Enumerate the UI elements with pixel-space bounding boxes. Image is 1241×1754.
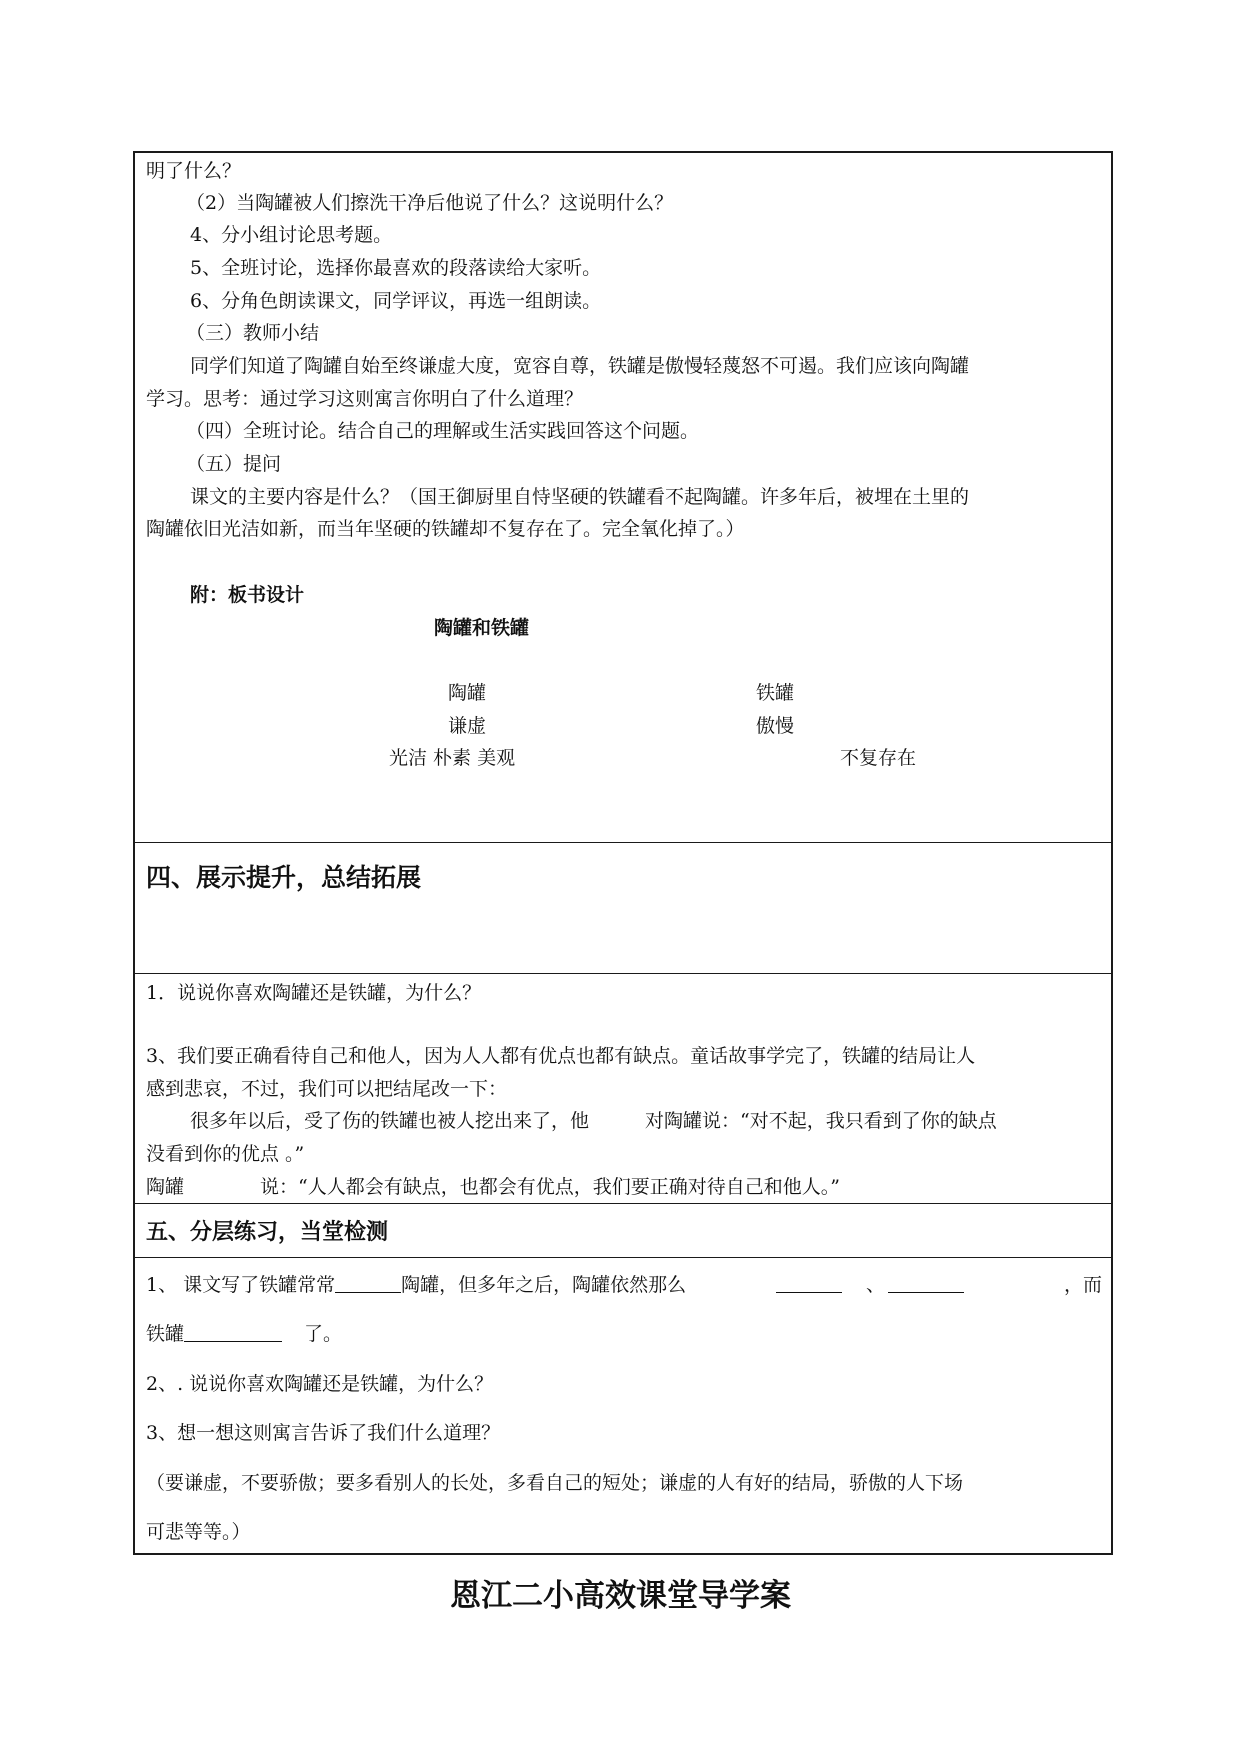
lesson-line: 5、全班讨论，选择你最喜欢的段落读给大家听。 xyxy=(190,257,602,279)
exercise-text: 陶罐，但多年之后，陶罐依然那么 xyxy=(401,1274,687,1296)
exercise-1-cont xyxy=(146,1321,342,1347)
section4-question-3: 感到悲哀，不过，我们可以把结尾改一下： xyxy=(146,1078,508,1100)
board-left-name: 陶罐 xyxy=(448,682,487,704)
section4-question-3: 3、我们要正确看待自己和他人，因为人人都有优点也都有缺点。童话故事学完了，铁罐的结局让人 xyxy=(146,1045,976,1067)
exercise-3-answer: 可悲等等。） xyxy=(146,1521,251,1543)
fill-blank[interactable] xyxy=(184,1323,282,1342)
exercise-text: 了。 xyxy=(304,1323,343,1345)
fill-blank[interactable] xyxy=(888,1274,964,1293)
fill-blank-group xyxy=(888,1272,964,1298)
board-right-trait: 傲慢 xyxy=(756,715,795,737)
section4-story-line xyxy=(146,1174,840,1200)
document-title: 恩江二小高效课堂导学案 xyxy=(450,1578,791,1614)
board-right-result: 不复存在 xyxy=(840,747,917,769)
board-title: 陶罐和铁罐 xyxy=(434,617,530,639)
section4-story-line xyxy=(190,1108,997,1134)
exercise-1 xyxy=(146,1272,686,1298)
exercise-text: 1、 课文写了铁罐常常 xyxy=(146,1274,336,1296)
row-divider xyxy=(133,973,1113,974)
lesson-line: （2）当陶罐被人们擦洗干净后他说了什么？这说明什么？ xyxy=(186,192,674,214)
fill-blank[interactable] xyxy=(776,1274,842,1293)
exercise-text: ，而 xyxy=(1064,1274,1103,1296)
lesson-line: 学习。思考：通过学习这则寓言你明白了什么道理？ xyxy=(146,388,584,410)
story-text: 很多年以后，受了伤的铁罐也被人挖出来了，他 xyxy=(190,1110,590,1132)
section4-question-1: 1．说说你喜欢陶罐还是铁罐，为什么？ xyxy=(146,982,482,1004)
exercise-text: 铁罐 xyxy=(146,1323,185,1345)
section4-story-line: 没看到你的优点 。” xyxy=(146,1143,305,1165)
board-left-trait: 谦虚 xyxy=(448,715,487,737)
row-divider xyxy=(133,1203,1113,1204)
board-label: 附：板书设计 xyxy=(190,584,305,606)
lesson-line: 明了什么？ xyxy=(146,160,242,182)
story-text: 陶罐 xyxy=(146,1176,185,1198)
exercise-text: 、 xyxy=(866,1274,886,1296)
lesson-line: 4、分小组讨论思考题。 xyxy=(190,224,393,246)
board-left-result: 光洁 朴素 美观 xyxy=(389,747,516,769)
exercise-3-answer: （要谦虚，不要骄傲；要多看别人的长处，多看自己的短处；谦虚的人有好的结局，骄傲的人下场 xyxy=(146,1472,964,1494)
story-text: 说：“人人都会有缺点，也都会有优点，我们要正确对待自己和他人。” xyxy=(260,1176,840,1198)
lesson-line: 6、分角色朗读课文，同学评议，再选一组朗读。 xyxy=(190,290,602,312)
fill-blank[interactable] xyxy=(335,1274,401,1293)
exercise-3: 3、想一想这则寓言告诉了我们什么道理？ xyxy=(146,1422,501,1444)
fill-blank-group xyxy=(776,1272,842,1298)
board-right-name: 铁罐 xyxy=(756,682,795,704)
story-text: 对陶罐说：“对不起，我只看到了你的缺点 xyxy=(645,1110,997,1132)
lesson-line: 陶罐依旧光洁如新，而当年坚硬的铁罐却不复存在了。完全氧化掉了。） xyxy=(146,518,745,540)
section4-heading: 四、展示提升，总结拓展 xyxy=(146,863,422,892)
lesson-line: （四）全班讨论。结合自己的理解或生活实践回答这个问题。 xyxy=(186,420,700,442)
lesson-line: （五）提问 xyxy=(186,453,282,475)
row-divider xyxy=(133,1257,1113,1258)
lesson-line: 同学们知道了陶罐自始至终谦虚大度，宽容自尊，铁罐是傲慢轻蔑怒不可遏。我们应该向陶罐 xyxy=(190,355,970,377)
section5-heading: 五、分层练习，当堂检测 xyxy=(146,1219,389,1245)
lesson-line: 课文的主要内容是什么？（国王御厨里自恃坚硬的铁罐看不起陶罐。许多年后，被埋在土里的 xyxy=(190,486,970,508)
exercise-2: 2、. 说说你喜欢陶罐还是铁罐，为什么？ xyxy=(146,1373,494,1395)
row-divider xyxy=(133,842,1113,843)
lesson-line: （三）教师小结 xyxy=(186,322,320,344)
